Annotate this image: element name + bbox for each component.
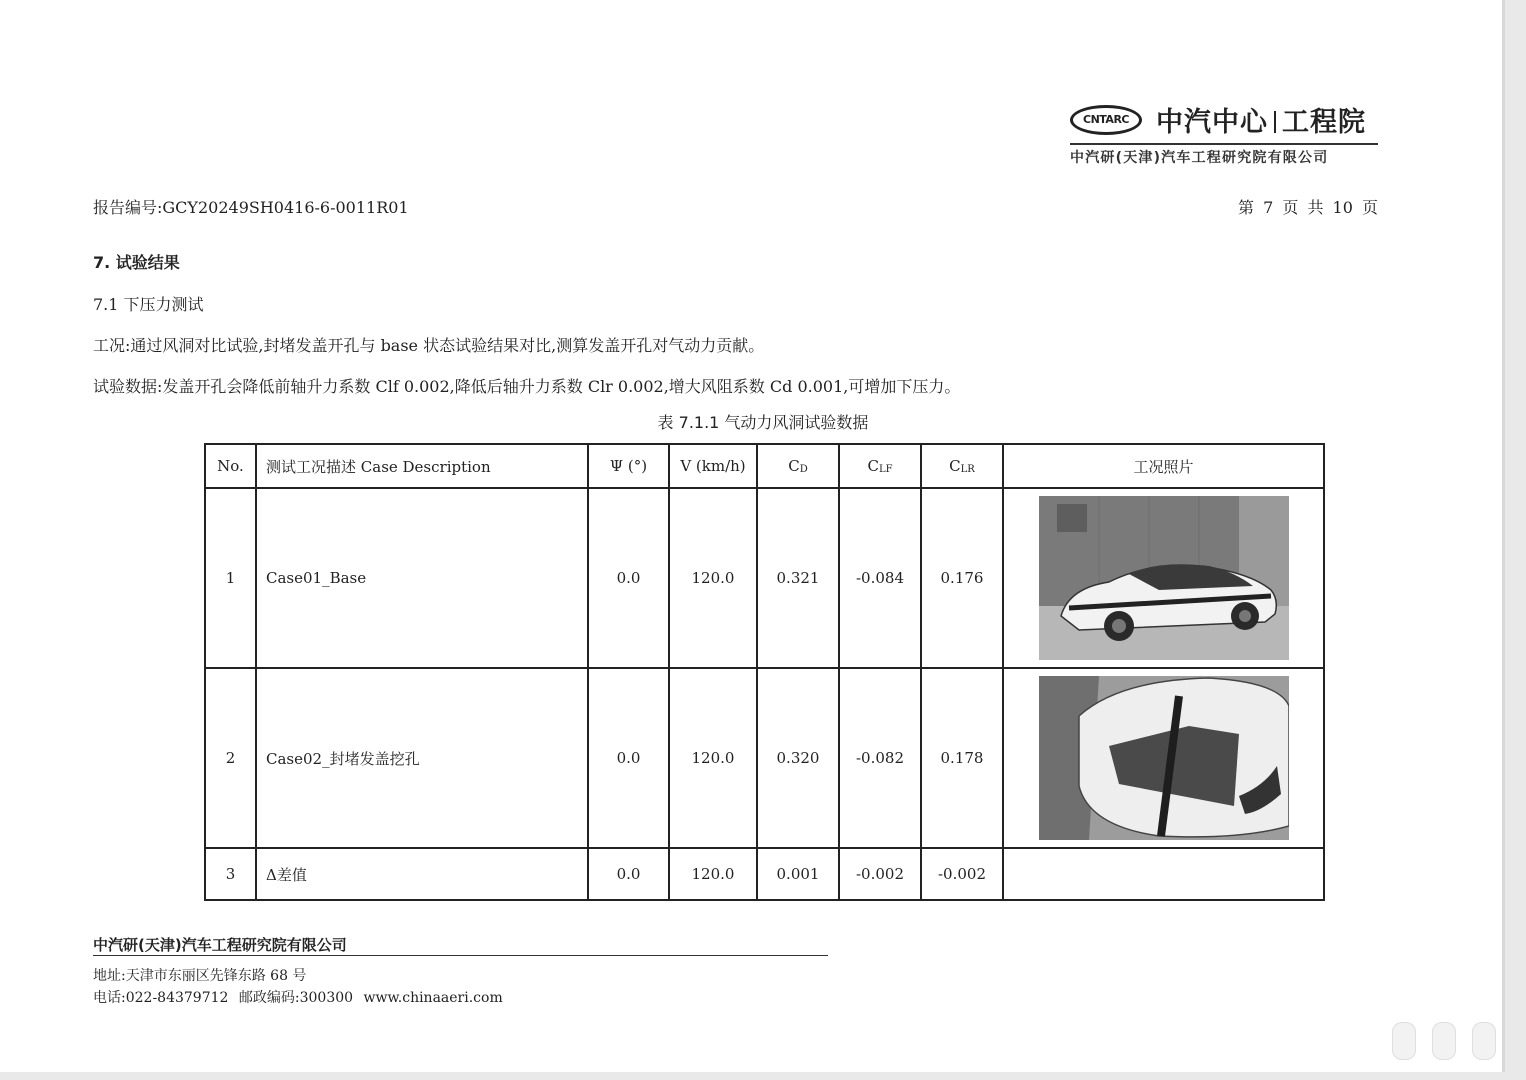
cell-description: Δ差值: [256, 848, 588, 900]
cell-cd: 0.321: [757, 488, 839, 668]
page-thumbnail-strip: [1392, 1022, 1496, 1060]
cell-cd: 0.001: [757, 848, 839, 900]
company-logo: [1070, 100, 1366, 139]
cell-no: 1: [205, 488, 256, 668]
cell-clr: 0.178: [921, 668, 1003, 848]
header-description: 测试工况描述 Case Description: [256, 444, 588, 488]
logo-right-text: 工程院: [1282, 107, 1366, 138]
footer-contact: 电话:022-84379712 邮政编码:300300 www.chinaaeri.com: [93, 990, 503, 1006]
cell-clf: -0.084: [839, 488, 921, 668]
cell-description: Case01_Base: [256, 488, 588, 668]
table-row: [205, 668, 1324, 848]
header-clf: $C_{LF}$: [839, 444, 921, 488]
cell-velocity: 120.0: [669, 488, 757, 668]
header-yaw: Ψ (°): [588, 444, 669, 488]
logo-emblem-icon: CNTARC: [1070, 105, 1142, 135]
footer-address: 地址:天津市东丽区先锋东路 68 号: [93, 968, 307, 984]
header-clr: $C_{LR}$: [921, 444, 1003, 488]
test-data-paragraph: 试验数据:发盖开孔会降低前轴升力系数 Clf 0.002,降低后轴升力系数 Clr 0.002,增大风阻系数 Cd 0.001,可增加下压力。: [93, 377, 961, 396]
cell-clf: -0.082: [839, 668, 921, 848]
cell-clr: -0.002: [921, 848, 1003, 900]
cell-photo: [1003, 668, 1324, 848]
section-title: 7. 试验结果: [93, 253, 180, 272]
cell-velocity: 120.0: [669, 668, 757, 848]
header-no: No.: [205, 444, 256, 488]
report-number: 报告编号:GCY20249SH0416-6-0011R01: [93, 198, 409, 217]
footer-org-name: 中汽研(天津)汽车工程研究院有限公司: [93, 936, 347, 954]
thumbnail-handle[interactable]: [1392, 1022, 1416, 1060]
cell-velocity: 120.0: [669, 848, 757, 900]
logo-left-text: 中汽中心: [1156, 107, 1268, 138]
cell-no: 3: [205, 848, 256, 900]
table-caption: 表 7.1.1 气动力风洞试验数据: [657, 413, 869, 432]
wind-tunnel-results-table: [204, 443, 1325, 901]
header-cd: $C_D$: [757, 444, 839, 488]
cell-clr: 0.176: [921, 488, 1003, 668]
condition-paragraph: 工况:通过风洞对比试验,封堵发盖开孔与 base 状态试验结果对比,测算发盖开孔对气动力贡献。: [93, 336, 765, 355]
cell-cd: 0.320: [757, 668, 839, 848]
table-row: [205, 848, 1324, 900]
logo-wordmark: [1156, 100, 1366, 139]
header-org-name: 中汽研(天津)汽车工程研究院有限公司: [1070, 143, 1378, 167]
cell-yaw: 0.0: [588, 488, 669, 668]
logo-separator: [1274, 111, 1276, 133]
thumbnail-handle[interactable]: [1432, 1022, 1456, 1060]
subsection-title: 7.1 下压力测试: [93, 295, 204, 314]
cell-clf: -0.002: [839, 848, 921, 900]
cell-no: 2: [205, 668, 256, 848]
car-base-photo: [1039, 496, 1289, 660]
thumbnail-handle[interactable]: [1472, 1022, 1496, 1060]
cell-yaw: 0.0: [588, 668, 669, 848]
header-photo: 工况照片: [1003, 444, 1324, 488]
table-header-row: [205, 444, 1324, 488]
table-row: [205, 488, 1324, 668]
cell-photo-empty: [1003, 848, 1324, 900]
footer-divider: [93, 955, 828, 956]
cell-yaw: 0.0: [588, 848, 669, 900]
cell-description: Case02_封堵发盖挖孔: [256, 668, 588, 848]
car-sealed-hood-photo: [1039, 676, 1289, 840]
page-number: 第 7 页 共 10 页: [1238, 198, 1378, 217]
header-velocity: V (km/h): [669, 444, 757, 488]
cell-photo: [1003, 488, 1324, 668]
